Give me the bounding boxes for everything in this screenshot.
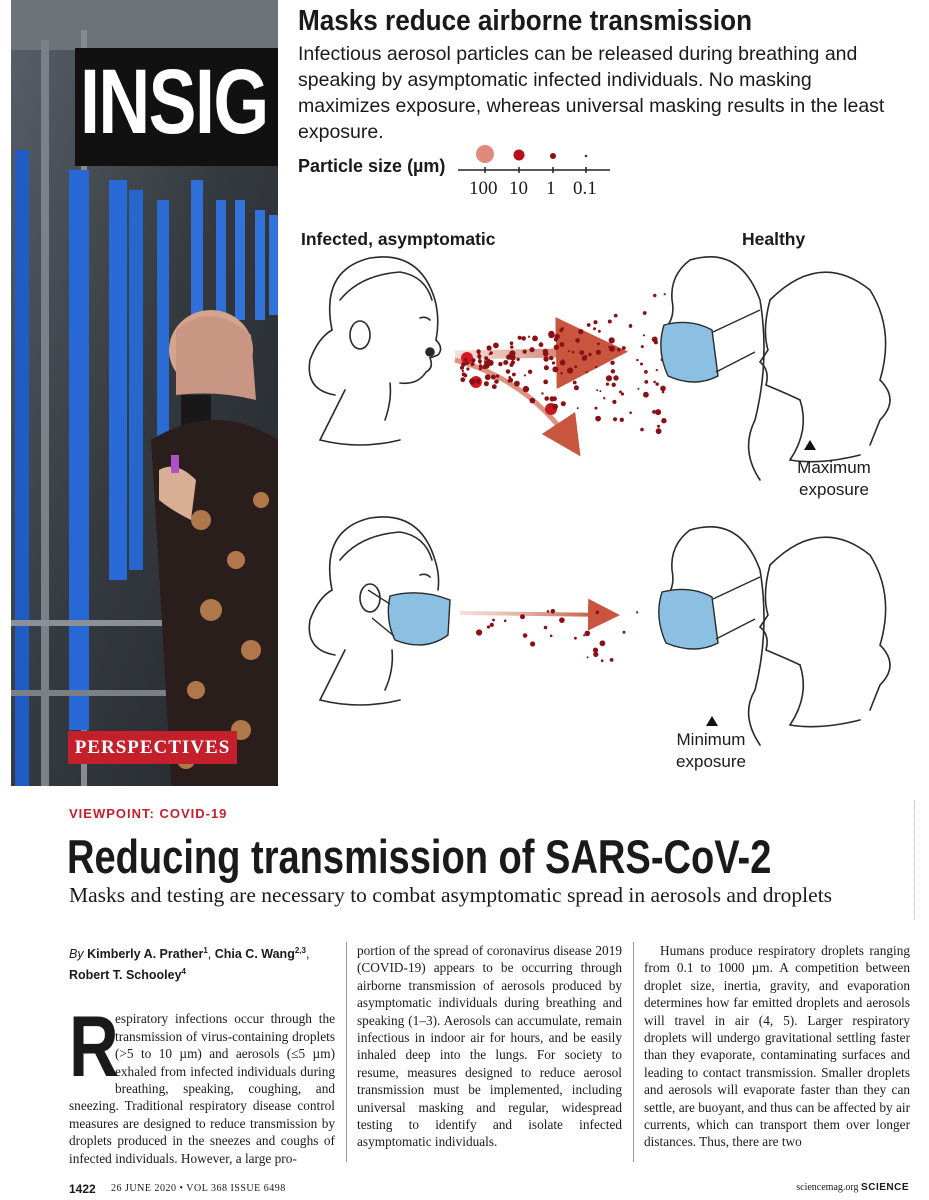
aerosol-particle [596, 611, 600, 615]
aerosol-particle [652, 337, 658, 343]
aerosol-particle [543, 356, 548, 361]
aerosol-cloud-dense [460, 293, 667, 434]
aerosol-particle [516, 358, 519, 361]
aerosol-particle [574, 385, 579, 390]
article-column-2: portion of the spread of coronavirus disease 2019 (COVID-19) appears to be occurring through airborne transmission of aerosols produced by asymptomatic individuals during breathing and speaking (1–3). Aerosols can accumulate, remain infectious in indoor air for hours, and be easily inhaled deep into the lungs. For society to resume, measures designed to reduce aerosol transmission must be implemented, including universal masking and regular, widespread testing to identify and isolate infected asymptomatic individuals. [357, 943, 622, 1150]
aerosol-particle [520, 614, 525, 619]
aerosol-particle [476, 629, 482, 635]
aerosol-particle [587, 656, 589, 658]
issue-info: 26 JUNE 2020 • VOL 368 ISSUE 6498 [111, 1183, 286, 1194]
aerosol-particle [487, 625, 490, 628]
column-divider [633, 942, 634, 1162]
section-tag: PERSPECTIVES [68, 731, 237, 764]
site-credit: sciencemag.org SCIENCE [796, 1182, 909, 1193]
particle-10-icon [514, 150, 525, 161]
aerosol-particle [577, 407, 579, 409]
mask-icon [661, 322, 718, 382]
aerosol-particle [613, 375, 618, 380]
aerosol-particle [606, 383, 609, 386]
aerosol-particle [471, 358, 475, 362]
aerosol-particle [629, 324, 633, 328]
aerosol-particle [550, 396, 555, 401]
aerosol-particle [574, 637, 577, 640]
aerosol-particle [464, 358, 467, 361]
aerosol-particle [612, 383, 616, 387]
aerosol-particle [623, 631, 626, 634]
aerosol-particle [485, 374, 491, 380]
aerosol-particle [620, 418, 624, 422]
aerosol-particle [661, 418, 666, 423]
aerosol-particle [491, 375, 496, 380]
aerosol-particle [600, 640, 606, 646]
max-exposure-label: Maximum exposure [797, 458, 871, 499]
aerosol-particle [595, 416, 601, 422]
aerosol-particle [547, 610, 550, 613]
reduced-aerosol-arrow [460, 613, 612, 615]
aerosol-particle [629, 411, 632, 414]
aerosol-particle [530, 641, 535, 646]
aerosol-particle [656, 369, 658, 371]
aerosol-particle [477, 352, 480, 355]
aerosol-particle [496, 374, 499, 377]
aerosol-particle [655, 409, 661, 415]
aerosol-particle [578, 329, 583, 334]
aerosol-particle [660, 386, 666, 392]
aerosol-particle [643, 311, 647, 315]
aerosol-particle [551, 609, 556, 614]
aerosol-particle [492, 619, 495, 622]
aerosol-particle [622, 346, 626, 350]
aerosol-particle [460, 366, 464, 370]
aerosol-particle [579, 350, 584, 355]
aerosol-particle [552, 404, 558, 410]
page-number: 1422 [69, 1182, 96, 1196]
aerosol-particle [599, 390, 601, 392]
aerosol-particle [543, 380, 548, 385]
triangle-marker-icon [706, 716, 718, 726]
aerosol-particle [637, 388, 639, 390]
aerosol-particle [521, 336, 526, 341]
aerosol-particle [609, 337, 615, 343]
aerosol-particle [544, 626, 548, 630]
aerosol-particle [559, 617, 565, 623]
aerosol-particle [514, 381, 520, 387]
size-tick: 100 [469, 178, 498, 199]
author-name: Kimberly A. Prather [87, 947, 204, 962]
aerosol-particle [644, 370, 648, 374]
section-word: INSIG [80, 51, 268, 153]
aerosol-particle [561, 361, 565, 365]
infected-label: Infected, asymptomatic [301, 229, 496, 249]
aerosol-particle [554, 337, 558, 341]
aerosol-particle [484, 360, 486, 362]
aerosol-particle [490, 351, 493, 354]
particle-size-label: Particle size (µm) [298, 156, 446, 176]
aerosol-particle [593, 320, 597, 324]
aerosol-particle [641, 345, 644, 348]
size-scale [458, 145, 610, 173]
aerosol-particle [583, 634, 585, 636]
aerosol-particle [487, 345, 492, 350]
aerosol-particle [606, 375, 612, 381]
author-name: Chia C. Wang [214, 947, 295, 962]
page-footer [69, 1182, 909, 1196]
aerosol-particle [554, 345, 559, 350]
aerosol-particle [511, 360, 515, 364]
aerosol-particle [482, 365, 486, 369]
aerosol-particle [479, 362, 481, 364]
aerosol-cloud-sparse [476, 609, 638, 662]
aerosol-particle [610, 361, 614, 365]
aerosol-particle [506, 361, 508, 363]
aerosol-particle [559, 329, 563, 333]
byline: By Kimberly A. Prather$^1$, Chia C. Wang$^{2,3}$, Robert T. Schooley$^4$ [69, 946, 310, 983]
margin-rule [914, 800, 916, 920]
aerosol-particle [480, 367, 482, 369]
aerosol-particle [614, 314, 618, 318]
aerosol-particle [478, 357, 481, 360]
aerosol-particle [610, 658, 614, 662]
aerosol-particle [617, 348, 621, 352]
aerosol-particle [524, 374, 526, 376]
aerosol-particle [593, 652, 598, 657]
aerosol-particle [613, 417, 617, 421]
aerosol-particle [543, 351, 549, 357]
aerosol-particle [498, 362, 502, 366]
aerosol-particle [539, 342, 544, 347]
aerosol-particle [523, 633, 528, 638]
aerosol-particle [608, 320, 612, 324]
triangle-marker-icon [804, 440, 816, 450]
aerosol-particle [636, 359, 638, 361]
aerosol-particle [640, 363, 643, 366]
aerosol-particle [548, 331, 554, 337]
aerosol-particle [598, 330, 601, 333]
aerosol-particle [560, 372, 563, 375]
aerosol-particle [492, 384, 497, 389]
aerosol-particle [653, 294, 656, 297]
drop-cap: R [69, 999, 119, 1096]
aerosol-particle [585, 631, 591, 637]
aerosol-particle [549, 356, 553, 360]
article-column-1 [69, 942, 335, 1167]
aerosol-particle [662, 391, 665, 394]
particle-1-icon [550, 153, 556, 159]
aerosol-particle [490, 623, 494, 627]
aerosol-particle [656, 382, 659, 385]
size-tick: 1 [546, 178, 556, 199]
min-exposure-label: Minimum exposure [676, 730, 746, 771]
aerosol-particle [597, 343, 600, 346]
particle-100-icon [476, 145, 494, 163]
aerosol-particle [657, 425, 660, 428]
article-headline: Reducing transmission of SARS-CoV-2 [67, 830, 772, 883]
aerosol-particle [528, 336, 530, 338]
aerosol-particle [643, 392, 649, 398]
size-tick: 10 [509, 178, 528, 199]
aerosol-particle [466, 367, 469, 370]
aerosol-particle [469, 378, 475, 384]
aerosol-particle [460, 377, 465, 382]
author-name: Robert T. Schooley [69, 968, 182, 983]
aerosol-particle [636, 611, 638, 613]
aerosol-particle [574, 365, 577, 368]
aerosol-particle [523, 386, 529, 392]
aerosol-particle [528, 370, 532, 374]
aerosol-particle [596, 350, 601, 355]
aerosol-particle [601, 659, 604, 662]
aerosol-particle [656, 428, 662, 434]
mask-icon [659, 589, 718, 649]
aerosol-particle [484, 381, 489, 386]
aerosol-particle [586, 371, 588, 373]
article-column-3: Humans produce respiratory droplets ranging from 0.1 to 1000 µm. A competition between droplet size, inertia, gravity, and evaporation determines how far emitted droplets and aerosols will travel in air (4, 5). Larger respiratory droplets will undergo gravitational settling faster than they evaporate, contaminating surfaces and leading to contact transmission. Smaller droplets and aerosols will evaporate faster than they can settle, are buoyant, and thus can be affected by air currents, which can transport them over longer distances. Thus, there are two [644, 943, 910, 1150]
aerosol-particle [510, 355, 516, 361]
aerosol-particle [608, 346, 610, 348]
aerosol-particle [664, 293, 666, 295]
aerosol-particle [568, 350, 570, 352]
aerosol-particle [506, 369, 511, 374]
aerosol-particle [596, 389, 598, 391]
aerosol-particle [541, 392, 543, 394]
aerosol-particle [471, 362, 475, 366]
aerosol-particle [477, 381, 480, 384]
aerosol-particle [508, 378, 513, 383]
body-text: espiratory infections occur through the transmission of virus-containing droplets (>5 to 10 µm) and aerosols (≤5 µm) exhaled from infected individuals during breathing, speaking, coughing, and sneezing. Traditional respiratory disease control measures are designed to reduce transmission by droplets produced in the sneezes and coughs of infected individuals. However, a large pro- [69, 1011, 335, 1166]
aerosol-particle [464, 374, 468, 378]
aerosol-particle [544, 365, 549, 370]
aerosol-particle [518, 336, 522, 340]
aerosol-particle [462, 370, 464, 372]
aerosol-particle [588, 353, 591, 356]
aerosol-particle [532, 336, 538, 342]
aerosol-particle [552, 361, 555, 364]
aerosol-particle [619, 391, 622, 394]
aerosol-particle [595, 366, 597, 368]
aerosol-particle [567, 368, 573, 374]
article-deck: Masks and testing are necessary to combat asymptomatic spread in aerosols and droplets [69, 883, 833, 907]
aerosol-particle [552, 366, 558, 372]
aerosol-particle [595, 407, 598, 410]
aerosol-particle [575, 338, 580, 343]
aerosol-particle [512, 373, 516, 377]
aerosol-particle [612, 400, 616, 404]
aerosol-particle [585, 355, 587, 357]
aerosol-particle [493, 343, 499, 349]
aerosol-particle [530, 398, 536, 404]
aerosol-particle [561, 401, 566, 406]
aerosol-particle [510, 345, 513, 348]
infected-child-unmasked [309, 257, 440, 445]
aerosol-particle [653, 381, 656, 384]
aerosol-particle [573, 381, 577, 385]
aerosol-particle [560, 342, 565, 347]
aerosol-particle [494, 379, 499, 384]
aerosol-particle [507, 356, 511, 360]
aerosol-particle [603, 397, 605, 399]
aerosol-particle [544, 396, 549, 401]
size-tick: 0.1 [573, 178, 597, 199]
particle-0.1-icon [585, 155, 588, 158]
aerosol-particle [611, 369, 615, 373]
aerosol-particle [486, 359, 490, 363]
aerosol-particle [572, 351, 575, 354]
aerosol-particle [550, 635, 553, 638]
aerosol-particle [643, 334, 645, 336]
aerosol-particle [529, 347, 534, 352]
mask-icon [388, 593, 450, 645]
aerosol-particle [554, 397, 556, 399]
aerosol-particle [523, 350, 527, 354]
healthy-label: Healthy [742, 229, 806, 249]
aerosol-particle [504, 620, 507, 623]
figure-title: Masks reduce airborne transmission [298, 5, 753, 37]
aerosol-particle [587, 323, 591, 327]
aerosol-particle [640, 428, 644, 432]
aerosol-particle [644, 380, 648, 384]
article-kicker: VIEWPOINT: COVID-19 [69, 806, 228, 821]
column-divider [346, 942, 347, 1162]
aerosol-particle [510, 341, 514, 345]
figure-description: Infectious aerosol particles can be released during breathing and speaking by asymptomatic infected individuals. No masking maximizes exposure, whereas universal masking results in the least exposure. [298, 43, 885, 143]
aerosol-particle [593, 327, 596, 330]
